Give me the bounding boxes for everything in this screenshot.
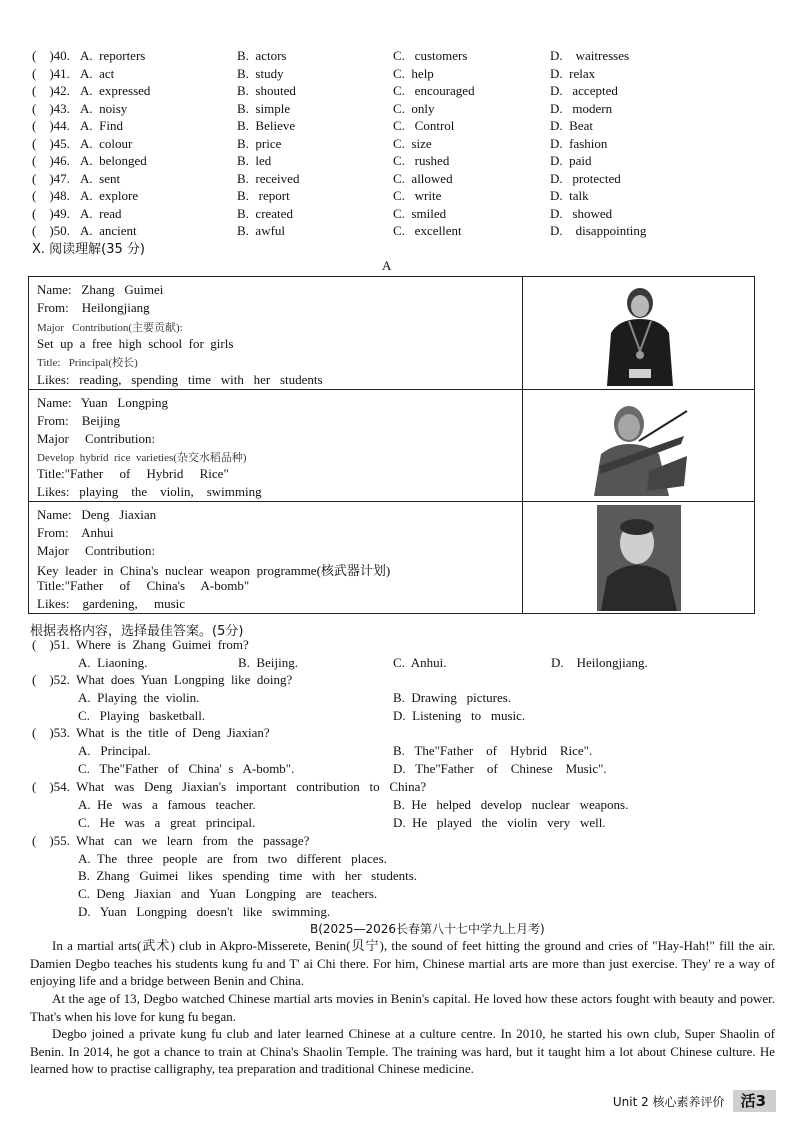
people-table bbox=[28, 276, 755, 614]
question-option: C. Playing basketball. bbox=[78, 708, 206, 723]
passage-b-header: B(2025—2026长春第八十七中学九上月考) bbox=[310, 922, 545, 936]
cloze-row: ( )44. A. Find B. Believe C. Control D. Beat bbox=[32, 118, 593, 133]
question-option: C. He was a great principal. bbox=[78, 815, 256, 830]
question-option: A. The three people are from two different places. bbox=[78, 851, 387, 866]
portrait-photo bbox=[597, 505, 681, 611]
question-option: C. Anhui. bbox=[393, 655, 447, 670]
passage-b-paragraph: At the age of 13, Degbo watched Chinese martial arts movies in Benin's capital. He loved how these actors fought with beauty and power. That's when his love for kung fu began. bbox=[30, 991, 775, 1024]
portrait-photo bbox=[599, 281, 681, 386]
question-option: A. He was a famous teacher. bbox=[78, 797, 256, 812]
question-option: D. He played the violin very well. bbox=[393, 815, 606, 830]
question-option: D. Listening to music. bbox=[393, 708, 526, 723]
question-stem: ( )51. Where is Zhang Guimei from? bbox=[32, 637, 249, 652]
section-title: X. 阅读理解(35 分) bbox=[32, 242, 145, 257]
question-option: D. Yuan Longping doesn't like swimming. bbox=[78, 904, 331, 919]
question-option: A. Playing the violin. bbox=[78, 690, 200, 705]
table-row bbox=[29, 277, 754, 390]
person-info: Name: Deng Jiaxian From: Anhui Major Contribution: Key leader in China's nuclear weapon programme(核武器计划) Title:"Father of China's A-bomb" Likes: gardening, music bbox=[29, 502, 523, 614]
question-option: C. The"Father of China' s A-bomb". bbox=[78, 761, 295, 776]
table-row bbox=[29, 502, 754, 614]
question-option: A. Principal. bbox=[78, 743, 151, 758]
question-option: D. Heilongjiang. bbox=[551, 655, 648, 670]
cloze-row: ( )41. A. act B. study C. help D. relax bbox=[32, 66, 596, 81]
question-stem: ( )54. What was Deng Jiaxian's important contribution to China? bbox=[32, 779, 427, 794]
cloze-row: ( )43. A. noisy B. simple C. only D. modern bbox=[32, 101, 613, 116]
cloze-row: ( )47. A. sent B. received C. allowed D. protected bbox=[32, 171, 621, 186]
page-footer bbox=[613, 1090, 776, 1112]
question-option: B. Zhang Guimei likes spending time with her students. bbox=[78, 868, 418, 883]
portrait-photo bbox=[589, 396, 689, 496]
table-row bbox=[29, 390, 754, 502]
person-info: Name: Yuan Longping From: Beijing Major Contribution: Develop hybrid rice varieties(杂交水稻品种) Title:"Father of Hybrid Rice" Likes: playing the violin, swimming bbox=[29, 390, 523, 501]
person-info: Name: Zhang Guimei From: Heilongjiang Major Contribution(主要贡献): Set up a free high school for girls Title: Principal(校长) Likes: reading, spending time with her students bbox=[29, 277, 523, 389]
question-option: D. The"Father of Chinese Music". bbox=[393, 761, 607, 776]
passage-b-paragraph: In a martial arts(武术) club in Akpro-Misserete, Benin(贝宁), the sound of feet hitting the ground and cries of "Hay-Hah!" fill the air. Damien Degbo teaches his students kung fu and T' ai Chi there. For him, Chinese martial arts are more than just exercise. They' re a way of enjoying life and a bridge between Benin and China. bbox=[30, 938, 775, 988]
footer-page-badge: 活3 bbox=[733, 1090, 776, 1112]
cloze-row: ( )40. A. reporters B. actors C. customers D. waitresses bbox=[32, 48, 630, 63]
cloze-row: ( )50. A. ancient B. awful C. excellent D. disappointing bbox=[32, 223, 647, 238]
question-option: B. Beijing. bbox=[238, 655, 298, 670]
passage-b-paragraph: Degbo joined a private kung fu club and later learned Chinese at a culture centre. In 2010, he started his own club, Super Shaolin of Benin. In 2014, he got a chance to train at China's Shaolin Temple. The training was hard, but it taught him a lot about Chinese culture. He learned how to practise calligraphy, tea preparation and traditional Chinese medicine. bbox=[30, 1026, 775, 1076]
question-stem: ( )52. What does Yuan Longping like doing? bbox=[32, 672, 293, 687]
question-option: B. The"Father of Hybrid Rice". bbox=[393, 743, 593, 758]
question-option: A. Liaoning. bbox=[78, 655, 148, 670]
cloze-row: ( )45. A. colour B. price C. size D. fashion bbox=[32, 136, 608, 151]
instruction: 根据表格内容，选择最佳答案。(5分) bbox=[30, 624, 244, 639]
question-stem: ( )53. What is the title of Deng Jiaxian? bbox=[32, 725, 270, 740]
cloze-row: ( )46. A. belonged B. led C. rushed D. paid bbox=[32, 153, 592, 168]
question-option: B. He helped develop nuclear weapons. bbox=[393, 797, 629, 812]
cloze-row: ( )49. A. read B. created C. smiled D. showed bbox=[32, 206, 613, 221]
question-option: B. Drawing pictures. bbox=[393, 690, 512, 705]
passage-a-label: A bbox=[382, 258, 392, 273]
question-stem: ( )55. What can we learn from the passage? bbox=[32, 833, 310, 848]
question-option: C. Deng Jiaxian and Yuan Longping are teachers. bbox=[78, 886, 378, 901]
footer-unit-label: Unit 2 核心素养评价 bbox=[612, 1094, 725, 1109]
cloze-row: ( )48. A. explore B. report C. write D. talk bbox=[32, 188, 589, 203]
cloze-row: ( )42. A. expressed B. shouted C. encouraged D. accepted bbox=[32, 83, 618, 98]
